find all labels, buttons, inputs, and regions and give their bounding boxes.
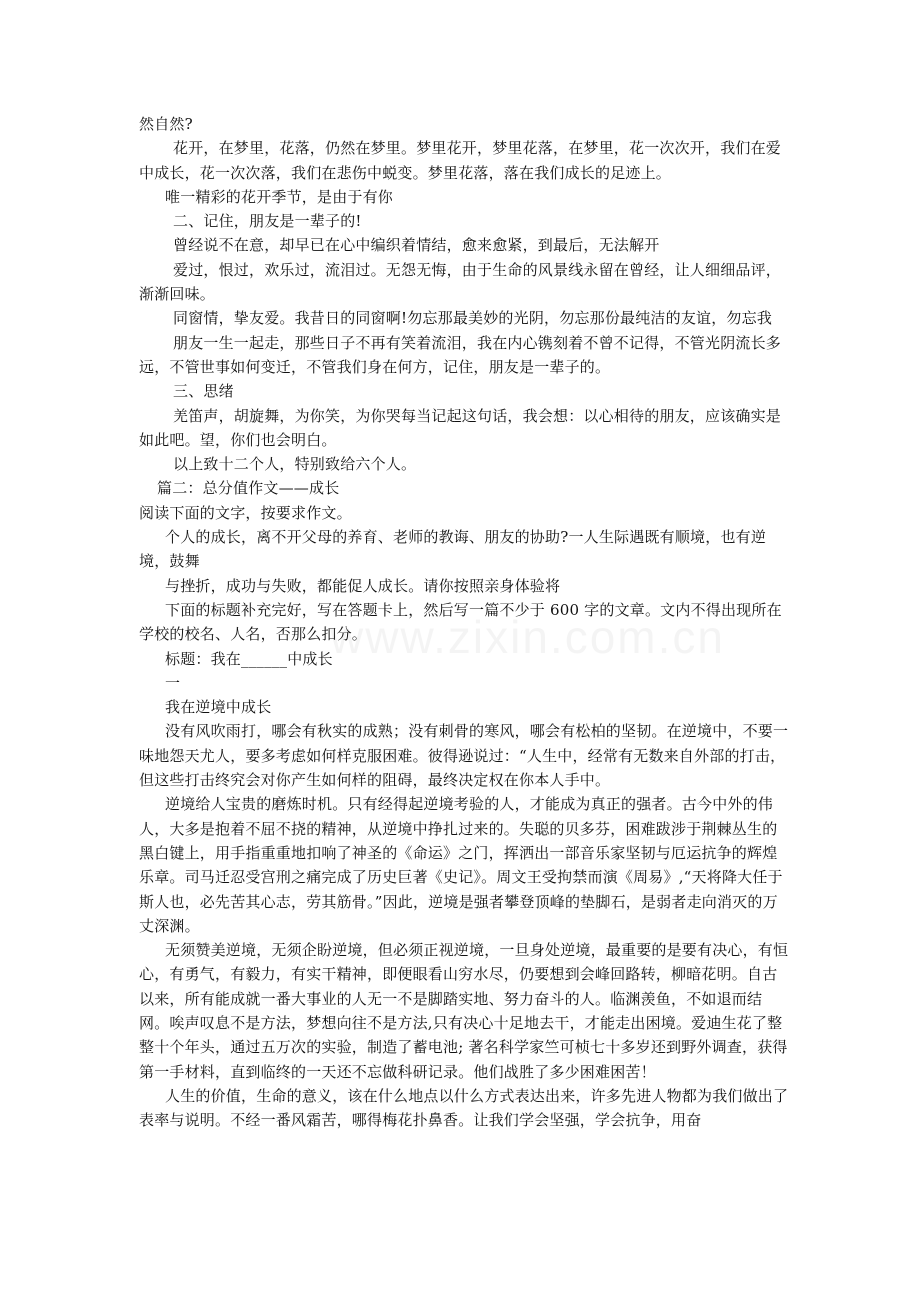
paragraph-friends-forever: 朋友一生一起走，那些日子不再有笑着流泪，我在内心镌刻着不曾不记得，不管光阴流长多远，不管世事如何变迁，不管我们身在何方，记住，朋友是一辈子的。 [139,333,782,376]
paragraph-flowers: 花开，在梦里，花落，仍然在梦里。梦里花开，梦里花落，在梦里，花一次次开，我们在爱中成长，花一次次落，我们在悲伤中蜕变。梦里花落，落在我们成长的足迹上。 [139,139,782,182]
paragraph-prompt-growth: 个人的成长，离不开父母的养育、老师的教诲、朋友的协助?一人生际遇既有顺境，也有逆境，鼓舞 [139,528,767,571]
paragraph-continuation: 然自然? [139,115,193,133]
paragraph-flute: 羌笛声，胡旋舞，为你笑，为你哭每当记起这句话，我会想：以心相待的朋友，应该确实是如此吧。望，你们也会明白。 [139,406,782,449]
paragraph-classmates: 同窗情，挚友爱。我昔日的同窗啊!勿忘那最美妙的光阴，勿忘那份最纯洁的友谊，勿忘我 [173,309,773,328]
document-body [139,112,791,1132]
essay-paragraph-2: 逆境给人宝贵的磨炼时机。只有经得起逆境考验的人，才能成为真正的强者。古今中外的伟人，大多是抱着不屈不挠的精神，从逆境中挣扎过来的。失聪的贝多芬，困难跋涉于荆棘丛生的黑白键上，用手指重重地扣响了神圣的《命运》之门，挥洒出一部音乐家坚韧与厄运抗争的辉煌乐章。司马迁忍受宫刑之痛完成了历史巨著《史记》。周文王受拘禁而演《周易》,“天将降大任于斯人也，必先苦其心志，劳其筋骨。”因此，逆境是强者攀登顶峰的垫脚石，是弱者走向消灭的万丈深渊。 [139,795,783,935]
paragraph-prompt-requirements: 下面的标题补充完好，写在答题卡上，然后写一篇不少于 600 字的文章。文内不得出现所在学校的校名、人名，否那么扣分。 [139,600,782,644]
section-heading-remember-friends: 二、记住，朋友是一辈子的! [173,212,362,231]
essay-title: 我在逆境中成长 [165,698,272,717]
paragraph-prompt-setbacks: 与挫折，成功与失败，都能促人成长。请你按照亲身体验将 [165,576,561,595]
paragraph-loved-hated: 爱过，恨过，欢乐过，流泪过。无怨无悔，由于生命的风景线永留在曾经，让人细细品评，渐渐回味。 [139,260,782,304]
paragraph-instructions: 阅读下面的文字，按要求作文。 [139,503,352,522]
paragraph-dedication: 以上致十二个人，特别致给六个人。 [173,455,417,474]
paragraph-number-one: 一 [165,673,181,692]
section-heading-thoughts: 三、思绪 [173,382,234,401]
paragraph-knot: 曾经说不在意，却早已在心中编织着情结，愈来愈紧，到最后，无法解开 [173,236,660,255]
section-heading-part-two: 篇二：总分值作文——成长 [157,479,340,498]
essay-paragraph-1: 没有风吹雨打，哪会有秋实的成熟；没有刺骨的寒风，哪会有松柏的坚韧。在逆境中，不要一味地怨天尤人，要多考虑如何样克服困难。彼得逊说过：“人生中，经常有无数来自外部的打击，但这些打击终究会对你产生如何样的阻碍，最终决定权在你本人手中。 [139,722,789,790]
paragraph-flower-season: 唯一精彩的花开季节，是由于有你 [165,187,394,206]
essay-paragraph-4: 人生的价值，生命的意义，该在什么地点以什么方式表达出来，许多先进人物都为我们做出了表率与说明。不经一番风霜苦，哪得梅花扑鼻香。让我们学会坚强，学会抗争，用奋 [139,1086,789,1130]
paragraph-title-template: 标题：我在______中成长 [165,649,333,668]
essay-paragraph-3: 无须赞美逆境，无须企盼逆境，但必须正视逆境，一旦身处逆境，最重要的是要有决心，有恒心，有勇气，有毅力，有实干精神，即便眼看山穷水尽，仍要想到会峰回路转，柳暗花明。自古以来，所有能成就一番大事业的人无一不是脚踏实地、努力奋斗的人。临渊羡鱼，不如退而结网。唉声叹息不是方法，梦想向往不是方法,只有决心十足地去干，才能走出困境。爱迪生花了整整十个年头，通过五万次的实验，制造了蓄电池; 著名科学家竺可桢七十多岁还到野外调查，获得第一手材料，直到临终的一天还不忘做科研记录。他们战胜了多少困难困苦！ [139,941,789,1081]
